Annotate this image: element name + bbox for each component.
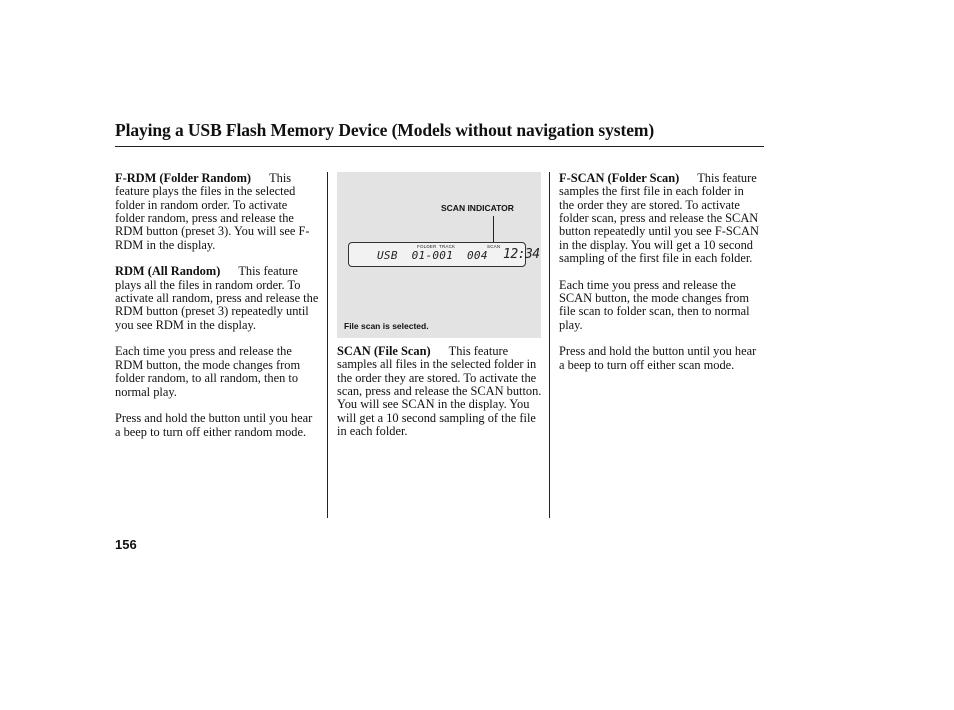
display-figure bbox=[337, 172, 541, 338]
scan-body: This feature samples all files in the selected folder in the order they are stored. To activate the scan, press and release the SCAN button. You will see SCAN in the display. You will get a 10 second sampling of the file in each folder. bbox=[337, 344, 542, 439]
track-indicator: TRACK bbox=[439, 244, 456, 249]
display-clock: 12:34 bbox=[503, 247, 540, 262]
scan-turn-off-paragraph: Press and hold the button until you hear a beep to turn off either scan mode. bbox=[559, 344, 757, 372]
rdm-heading: RDM (All Random) bbox=[115, 264, 221, 279]
scan-mode-cycle-paragraph: Each time you press and release the SCAN button, the mode changes from file scan to folder scan, then to normal play. bbox=[559, 277, 750, 332]
scan-indicator: SCAN bbox=[487, 244, 501, 249]
frdm-body: This feature plays the files in the selected folder in random order. To activate folder random, press and release the RDM button (preset 3). You will see F-RDM in the display. bbox=[115, 171, 310, 252]
right-column bbox=[559, 172, 761, 386]
rdm-mode-cycle-paragraph: Each time you press and release the RDM button, the mode changes from folder random, to all random, then to normal play. bbox=[115, 344, 301, 399]
frdm-paragraph bbox=[115, 172, 319, 252]
rdm-body: This feature plays all the files in random order. To activate all random, press and release the RDM button (preset 3) repeatedly until you see RDM in the display. bbox=[115, 264, 319, 332]
frdm-heading: F-RDM (Folder Random) bbox=[115, 171, 252, 185]
scan-heading: SCAN (File Scan) bbox=[337, 344, 431, 358]
figure-caption: File scan is selected. bbox=[344, 321, 429, 331]
fscan-paragraph bbox=[559, 172, 761, 265]
fscan-heading: F-SCAN (Folder Scan) bbox=[559, 171, 680, 185]
rdm-paragraph bbox=[115, 265, 319, 332]
middle-column bbox=[337, 345, 543, 452]
column-divider-right bbox=[549, 172, 550, 518]
left-column bbox=[115, 172, 319, 452]
scan-indicator-label: SCAN INDICATOR bbox=[441, 203, 514, 213]
rdm-turn-off-paragraph: Press and hold the button until you hear a beep to turn off either random mode. bbox=[115, 411, 313, 439]
audio-display-panel bbox=[348, 242, 540, 267]
scan-paragraph bbox=[337, 345, 543, 438]
display-readout: USB 01-001 004 bbox=[377, 249, 488, 262]
title-divider bbox=[115, 146, 764, 147]
page-title: Playing a USB Flash Memory Device (Models without navigation system) bbox=[115, 120, 655, 140]
page-number: 156 bbox=[115, 537, 137, 552]
folder-indicator: FOLDER bbox=[417, 244, 437, 249]
column-divider-left bbox=[327, 172, 328, 518]
fscan-body: This feature samples the first file in each folder in the order they are stored. To activate folder scan, press and release the SCAN button repeatedly until you see F-SCAN in the display. You will get a 10 second sampling of the first file in each folder. bbox=[559, 171, 759, 266]
